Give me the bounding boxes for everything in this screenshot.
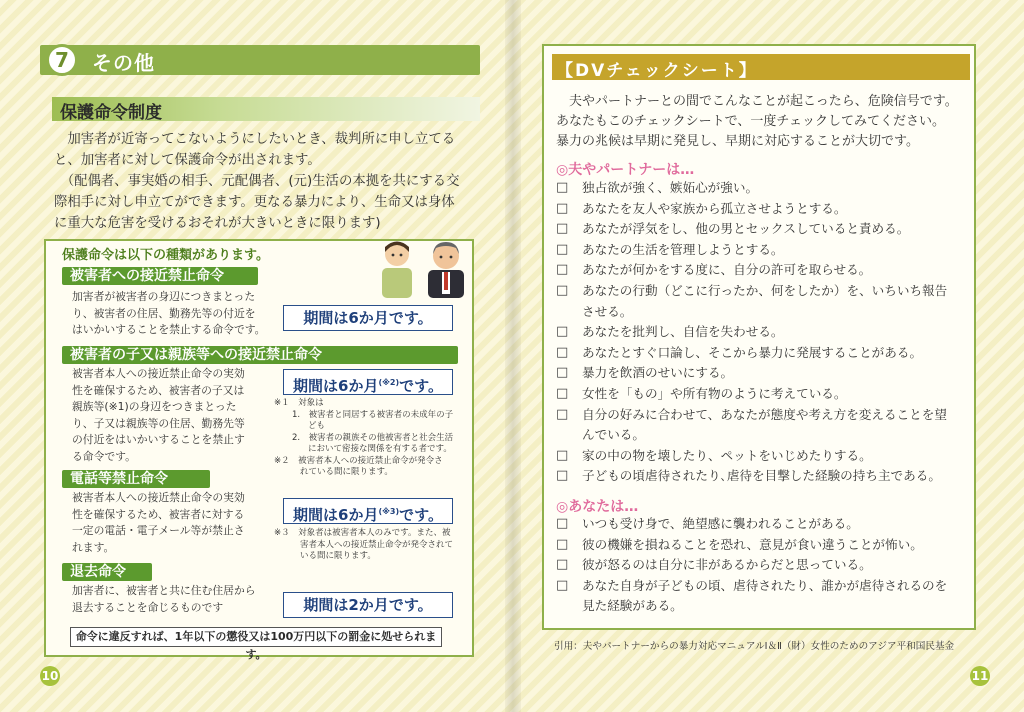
order-1-desc-line: り、被害者の住居、勤務先等の付近を	[72, 306, 256, 320]
order-1-period: 期間は6か月です。	[283, 305, 453, 331]
order-4-title-bar	[62, 563, 152, 581]
people-illustration	[372, 234, 472, 298]
partner-item	[556, 219, 968, 240]
order-2-period	[283, 369, 453, 395]
left-page	[0, 0, 506, 712]
self-item-line: 見た経験がある。	[582, 598, 683, 614]
partner-item-text	[572, 178, 968, 199]
partner-item-text	[572, 466, 968, 487]
partner-item-text	[572, 260, 968, 281]
partner-item-text	[572, 405, 968, 446]
partner-item-line: 自分の好みに合わせて、あなたが態度や考え方を変えることを望	[582, 406, 947, 422]
partner-item-line: あなたの行動（どこに行ったか、何をしたか）を、いちいち報告	[582, 283, 948, 298]
order-2-desc-line: 親族等(※1)の身辺をつきまとった	[72, 400, 237, 413]
partner-item-text	[572, 363, 968, 384]
self-heading: ◎あなたは…	[556, 499, 639, 515]
checkbox-icon[interactable]: □	[556, 221, 569, 237]
partner-item	[556, 405, 968, 446]
subtitle: 保護命令制度	[60, 103, 162, 123]
self-item-text	[572, 555, 968, 576]
partner-item	[556, 384, 968, 405]
intro-line-3: （配偶者、事実婚の相手、元配偶者、(元)生活の本拠を共にする交	[60, 174, 460, 189]
order-1-desc-line: 加害者が被害者の身辺につきまとった	[72, 290, 256, 303]
self-item	[556, 576, 968, 617]
order-4-desc-line: 退去することを命じるものです	[72, 600, 224, 614]
partner-item-line: あなたを批判し、自信を失わせる。	[582, 324, 784, 340]
self-item-line: 彼の機嫌を損ねることを恐れ、意見が食い違うことが怖い。	[582, 536, 923, 552]
citation: 引用：夫やパートナーからの暴力対応マニュアルⅠ＆Ⅱ（財）女性のためのアジア平和国民基金	[554, 641, 955, 652]
partner-item-line: させる。	[582, 303, 633, 319]
partner-item-text	[572, 199, 968, 220]
checkbox-icon[interactable]: □	[556, 406, 569, 422]
note-3-line: いる間に限ります。	[300, 551, 376, 561]
note-1-head: ※１ 対象は	[274, 398, 324, 408]
intro-line-1: 加害者が近寄ってこないようにしたいとき、裁判所に申し立てる	[67, 132, 456, 147]
partner-item	[556, 260, 968, 281]
partner-item-text	[572, 281, 968, 322]
self-item	[556, 535, 968, 556]
partner-item	[556, 178, 968, 199]
partner-item-text	[572, 384, 968, 405]
checkbox-icon[interactable]: □	[556, 241, 569, 257]
order-3-period-tail: です。	[399, 506, 443, 524]
partner-item	[556, 446, 968, 467]
page-number-left: 10	[40, 666, 60, 686]
page-number-right: 11	[970, 666, 990, 686]
order-2-desc-line: 性を確保するため、被害者の子又は	[72, 383, 245, 397]
order-4-period: 期間は2か月です。	[283, 592, 453, 618]
section-title: その他	[92, 51, 155, 75]
self-item-text	[572, 535, 968, 556]
order-2-desc-line: 被害者本人への接近禁止命令の実効	[72, 367, 245, 380]
order-4-desc-line: 加害者に、被害者と共に住む住居から	[72, 584, 256, 597]
older-man-figure	[428, 242, 464, 298]
note-1-a2: ども	[308, 421, 326, 431]
order-2-period-tail: です。	[399, 377, 443, 395]
checksheet-title: 【DVチェックシート】	[556, 61, 758, 81]
order-4-desc	[72, 583, 256, 616]
checkbox-icon[interactable]: □	[556, 516, 569, 531]
partner-item	[556, 240, 968, 261]
checkbox-icon[interactable]: □	[556, 536, 569, 552]
right-page	[520, 0, 1024, 712]
partner-item	[556, 281, 968, 322]
order-3-desc-line: 一定の電話・電子メール等が禁止さ	[72, 524, 245, 537]
checkbox-icon[interactable]: □	[556, 468, 569, 484]
section-number: 7	[46, 44, 78, 76]
note-mark: (※2)	[378, 378, 400, 387]
violation-warning: 命令に違反すれば、1年以下の懲役又は100万円以下の罰金に処せられます。	[70, 627, 442, 647]
partner-item-text	[572, 446, 968, 467]
partner-item	[556, 343, 968, 364]
partner-item-line: あなたを友人や家族から孤立させようとする。	[582, 200, 847, 216]
partner-item-text	[572, 343, 968, 364]
partner-item-line: あなたとすぐ口論し、そこから暴力に発展することがある。	[582, 344, 923, 360]
partner-item-line: あなたが何かをする度に、自分の許可を取らせる。	[582, 262, 872, 278]
partner-item-line: 女性を「もの」や所有物のように考えている。	[582, 386, 847, 401]
note-1-b: 2. 被害者の親族その他被害者と社会生活	[292, 432, 454, 443]
self-item-line: あなた自身が子どもの頃、虐待されたり、誰かが虐待されるのを	[582, 577, 948, 593]
checkbox-icon[interactable]: □	[556, 447, 569, 463]
order-1-desc-line: はいかいすることを禁止する命令です。	[72, 323, 266, 336]
check-intro-2: あなたもこのチェックシートで、一度チェックしてみてください。	[556, 114, 945, 129]
partner-item	[556, 322, 968, 343]
partner-item-line: あなたが浮気をし、他の男とセックスしていると責める。	[582, 221, 910, 237]
partner-item-text	[572, 240, 968, 261]
partner-item-line: んでいる。	[582, 427, 645, 443]
check-intro-1: 夫やパートナーとの間でこんなことが起こったら、危険信号です。	[569, 94, 958, 109]
partner-item-text	[572, 219, 968, 240]
intro-line-4: 際相手に対し申立てができます。更なる暴力により、生命又は身体	[54, 195, 455, 210]
note-3	[274, 528, 470, 563]
checkbox-icon[interactable]: □	[556, 283, 569, 298]
box-intro: 保護命令は以下の種類があります。	[62, 248, 269, 263]
partner-item-line: 独占欲が強く、嫉妬心が強い。	[582, 180, 759, 195]
checkbox-icon[interactable]: □	[556, 200, 569, 216]
check-intro-3: 暴力の兆候は早期に発見し、早期に対応することが大切です。	[556, 134, 919, 149]
checkbox-icon[interactable]: □	[556, 557, 569, 573]
partner-item-line: 家の中の物を壊したり、ペットをいじめたりする。	[582, 447, 872, 463]
checkbox-icon[interactable]: □	[556, 386, 569, 401]
checkbox-icon[interactable]: □	[556, 324, 569, 340]
order-3-desc	[72, 490, 245, 556]
order-1-title: 被害者への接近禁止命令	[70, 268, 224, 284]
order-3-period-text: 期間は6か月	[293, 506, 379, 524]
intro-line-5: に重大な危害を受けるおそれが大きいときに限ります)	[54, 216, 381, 231]
note-1-a: 1. 被害者と同居する被害者の未成年の子	[292, 409, 454, 420]
order-1-title-bar	[62, 267, 258, 285]
checkbox-icon[interactable]: □	[556, 262, 569, 278]
note-2: ※２ 被害者本人への接近禁止命令が発令さ	[274, 455, 443, 466]
order-2-desc-line: り、子又は親族等の住居、勤務先等	[72, 416, 245, 430]
order-3-desc-line: 性を確保するため、被害者に対する	[72, 507, 245, 521]
partner-item-line: 暴力を飲酒のせいにする。	[582, 365, 734, 381]
order-2-title-bar	[62, 346, 458, 364]
self-item	[556, 514, 968, 535]
self-item-text	[572, 576, 968, 617]
note-3-line: 害者本人への接近禁止命令が発令されて	[300, 539, 454, 550]
partner-item-line: 子どもの頃虐待されたり､虐待を目撃した経験の持ち主である。	[582, 468, 941, 484]
partner-item	[556, 363, 968, 384]
order-2-title: 被害者の子又は親族等への接近禁止命令	[70, 347, 322, 363]
order-3-desc-line: 被害者本人への接近禁止命令の実効	[72, 491, 245, 504]
self-item	[556, 555, 968, 576]
note-2-b: れている間に限ります。	[300, 467, 393, 477]
self-item-line: 彼が怒るのは自分に非があるからだと思っている。	[582, 557, 872, 573]
partner-item-line: あなたの生活を管理しようとする。	[582, 241, 784, 257]
note-mark: (※3)	[378, 507, 400, 516]
checkbox-icon[interactable]: □	[556, 180, 569, 195]
order-3-period	[283, 498, 453, 524]
note-1-b2: において密接な関係を有する者です。	[308, 444, 452, 454]
order-2-desc-line: の付近をはいかいすることを禁止す	[72, 433, 245, 446]
order-2-period-text: 期間は6か月	[293, 377, 379, 395]
young-man-figure	[382, 242, 412, 299]
checkbox-icon[interactable]: □	[556, 365, 569, 381]
order-3-desc-line: れます。	[72, 540, 115, 554]
order-4-title: 退去命令	[70, 564, 126, 580]
partner-heading: ◎夫やパートナーは…	[556, 162, 695, 178]
self-item-line: いつも受け身で、絶望感に襲われることがある。	[582, 516, 859, 531]
order-2-desc-line: る命令です。	[72, 449, 136, 463]
self-item-text	[572, 514, 968, 535]
partner-item	[556, 466, 968, 487]
order-3-title: 電話等禁止命令	[70, 471, 168, 487]
partner-item	[556, 199, 968, 220]
page-gutter	[505, 0, 521, 712]
order-3-title-bar	[62, 470, 210, 488]
intro-line-2: と、加害者に対して保護命令が出されます。	[54, 153, 321, 168]
order-1-desc	[72, 289, 265, 339]
notes-1-2	[274, 398, 470, 479]
order-2-desc	[72, 366, 245, 465]
partner-item-text	[572, 322, 968, 343]
note-3-line: ※３ 対象者は被害者本人のみです。また、被	[274, 528, 451, 538]
checkbox-icon[interactable]: □	[556, 577, 569, 593]
checkbox-icon[interactable]: □	[556, 344, 569, 360]
